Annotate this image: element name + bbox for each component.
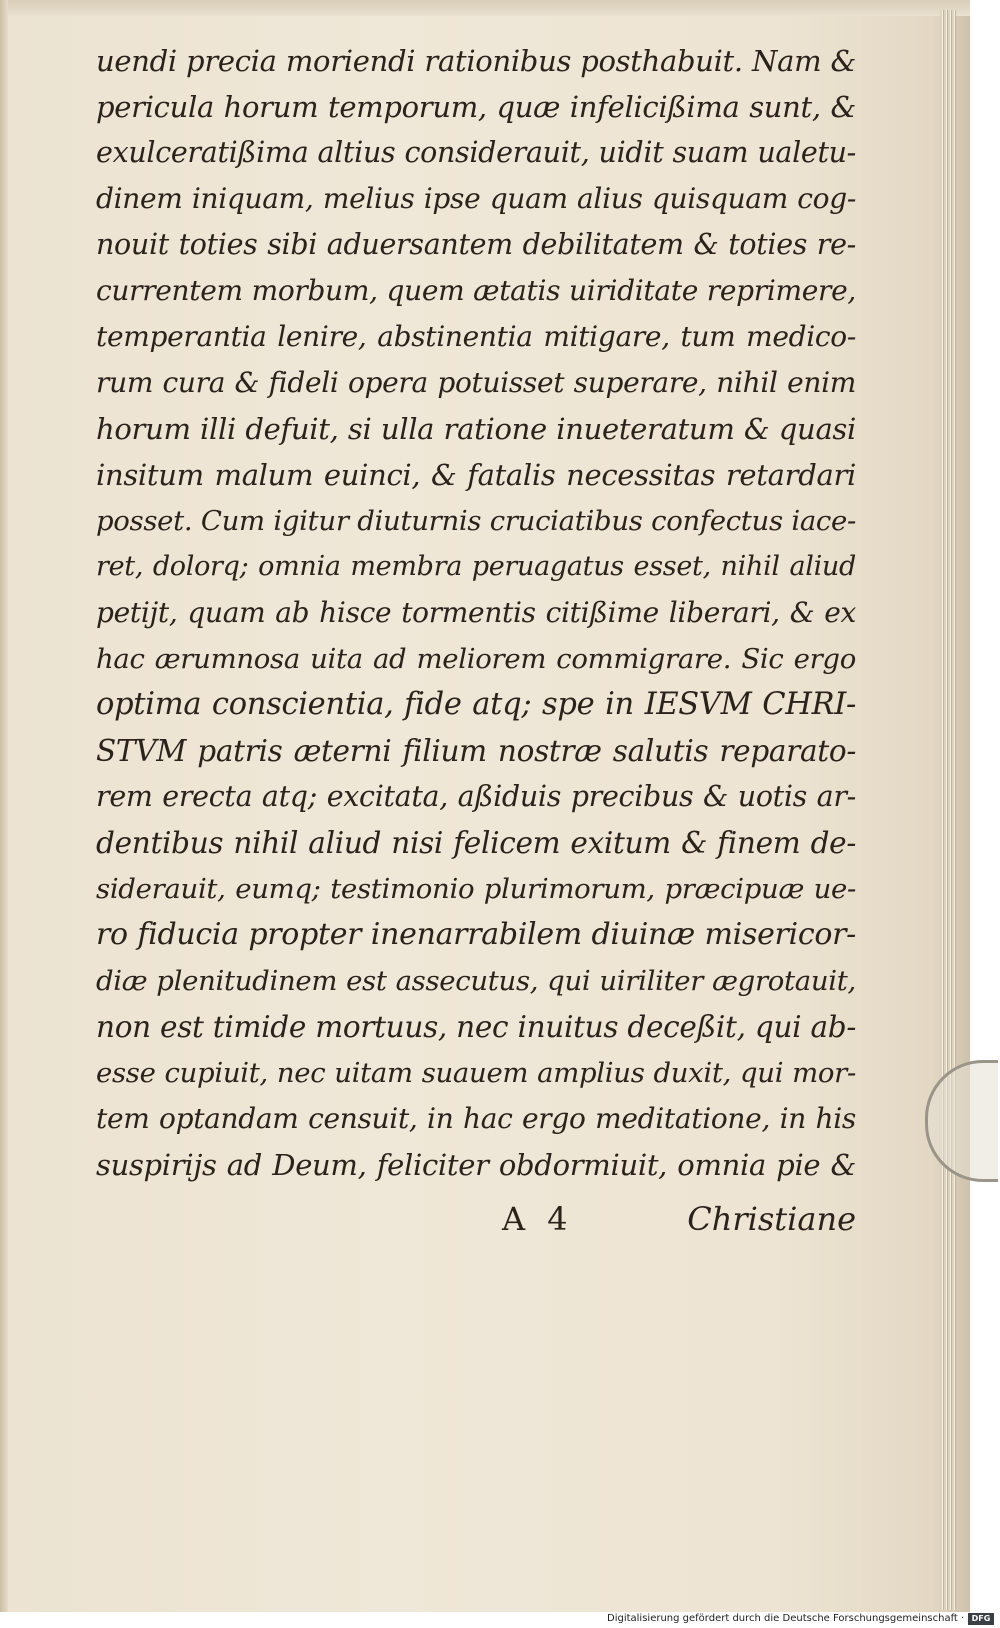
funding-credit: Digitalisierung gefördert durch die Deutsche Forschungsgemeinschaft ·	[607, 1613, 965, 1624]
text-line: diæ plenitudinem est assecutus, qui uiriliter ægrotauit,	[96, 965, 856, 997]
text-line: optima conscientia, fide atq; spe in IESVM CHRI-	[96, 687, 856, 722]
text-line: exulceratißima altius considerauit, uidit suam ualetu-	[96, 136, 856, 169]
dfg-logo: DFG	[968, 1613, 994, 1625]
text-line: nouit toties sibi aduersantem debilitatem & toties re-	[96, 228, 856, 261]
text-line: siderauit, eumq; testimonio plurimorum, præcipuæ ue-	[96, 873, 856, 905]
signature-catchword-line	[96, 1196, 856, 1242]
text-line: non est timide mortuus, nec inuitus deceßit, qui ab-	[96, 1010, 856, 1044]
text-line: pericula horum temporum, quæ infelicißima sunt, &	[96, 90, 856, 124]
text-line: tem optandam censuit, in hac ergo meditatione, in his	[96, 1102, 856, 1135]
text-line: suspirijs ad Deum, feliciter obdormiuit, omnia pie &	[96, 1148, 856, 1182]
text-line: ret, dolorq; omnia membra peruagatus esset, nihil aliud	[96, 551, 856, 582]
text-line: rum cura & fideli opera potuisset superare, nihil enim	[96, 366, 856, 399]
text-line: temperantia lenire, abstinentia mitigare, tum medico-	[96, 320, 856, 353]
page-left-edge	[0, 0, 8, 1612]
page-top-edge	[0, 0, 970, 16]
signature-mark: A 4	[502, 1200, 574, 1238]
text-line: hac ærumnosa uita ad meliorem commigrare. Sic ergo	[96, 643, 856, 675]
latin-text-block	[96, 38, 856, 1188]
text-line: currentem morbum, quem ætatis uiriditate reprimere,	[96, 274, 856, 307]
page-edges-stack	[940, 10, 956, 1610]
text-line: dinem iniquam, melius ipse quam alius quisquam cog-	[96, 182, 856, 215]
text-line: horum illi defuit, si ulla ratione inueteratum & quasi	[96, 412, 856, 446]
text-line: ro fiducia propter inenarrabilem diuinæ misericor-	[96, 917, 856, 952]
text-line: esse cupiuit, nec uitam suauem amplius duxit, qui mor-	[96, 1057, 856, 1089]
text-line: uendi precia moriendi rationibus posthabuit. Nam &	[96, 44, 856, 78]
text-line: posset. Cum igitur diuturnis cruciatibus confectus iace-	[96, 505, 856, 537]
catchword: Christiane	[687, 1200, 856, 1238]
text-line: rem erecta atq; excitata, aßiduis precibus & uotis ar-	[96, 780, 856, 813]
text-line: insitum malum euinci, & fatalis necessitas retardari	[96, 458, 856, 492]
text-line: petijt, quam ab hisce tormentis citißime liberari, & ex	[96, 596, 856, 629]
text-line: STVM patris æterni filium nostræ salutis reparato-	[96, 734, 856, 768]
text-line: dentibus nihil aliud nisi felicem exitum & finem de-	[96, 826, 856, 860]
